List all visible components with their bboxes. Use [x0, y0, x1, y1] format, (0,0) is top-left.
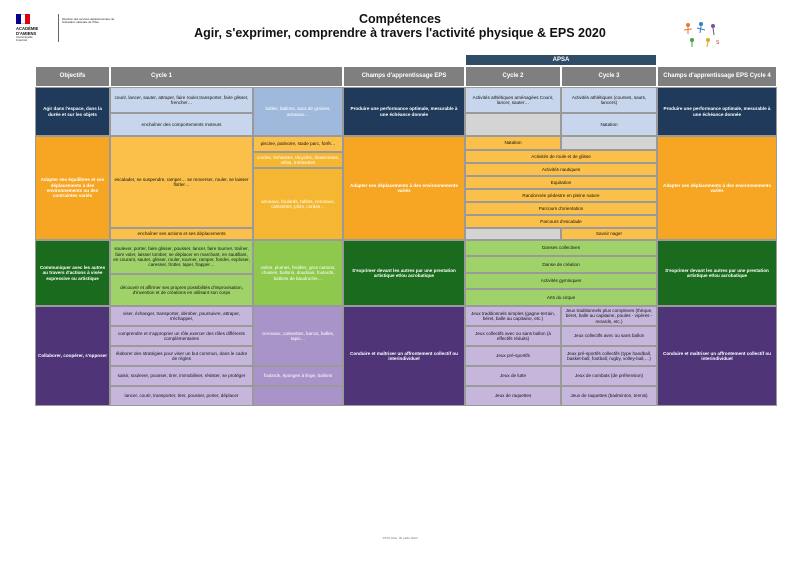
collaborer-c3-item: Jeux de combats (de préhension) [561, 366, 657, 386]
objectif-agir: Agir dans l'espace, dans la durée et sur les objets [35, 87, 110, 136]
agir-c1-actions: courir, lancer, sauter, attraper, faire rouler,transporter, faire glisser, frencher… [110, 87, 253, 113]
adapter-apsa-item: Equitation [465, 176, 657, 189]
adapter-materiel-engins: cordes, échasses, tricycles, draisiennes, vélos, trottinettes [253, 152, 343, 168]
collaborer-c2-item: Jeux pré-sportifs [465, 346, 561, 366]
adapter-apsa-item: Parcours d'orientation [465, 202, 657, 215]
objectif-adapter: Adapter ses équilibres et ses déplacements à des environnements ou des contraintes variés [35, 136, 110, 240]
adapter-c1-actions: escalader, se suspendre, ramper… se renverser, rouler, se laisser flotter… [110, 136, 253, 228]
communiquer-c1-decouvrir: découvrir et affirmer ses propres possibilités d'improvisation, d'invention et de créations en utilisant son corps [110, 274, 253, 306]
objectif-collaborer: Collaborer, coopérer, s'opposer [35, 306, 110, 406]
collaborer-c3-item: Jeux collectifs avec ou sans ballon [561, 326, 657, 346]
collaborer-materiel-lutte: foulards, éponges à linge, ballons [253, 366, 343, 386]
collaborer-c3-item: Jeux traditionnels plus complexes (thèque, béret, balle au capitaine, poules - vipères - renards, etc.) [561, 306, 657, 326]
collaborer-c1-item: élaborer des stratégies pour viser un but commun, dans le cadre de règles [110, 346, 253, 366]
champs-c4-header: Champs d'apprentissage EPS Cycle 4 [657, 66, 777, 87]
adapter-c3-empty [561, 136, 657, 150]
agir-champ-c4: Produire une performance optimale, mesurable à une échéance donnée [657, 87, 777, 136]
adapter-materiel-lieux: piscine, patinoire, stade parc, forêt… [253, 136, 343, 152]
communiquer-apsa-item: Danse de création [465, 256, 657, 273]
objectif-communiquer: Communiquer avec les autres au travers d'actions à visée expressive ou artistique [35, 240, 110, 306]
collaborer-c1-item: lancer, courir, transporter, tirer, pousser, porter, déplacer [110, 386, 253, 406]
agir-c2-empty [465, 113, 561, 136]
agir-materiel: balles, ballons, sacs de graines, anneaux… [253, 87, 343, 136]
adapter-apsa-item: Randonnée pédestre en pleine nature [465, 189, 657, 202]
objectifs-header: Objectifs [35, 66, 110, 87]
agir-c2: Activités athlétiques aménagées Courir, lancer, sauter… [465, 87, 561, 113]
agir-c3: Activités athlétiques (courses, sauts, lancers) [561, 87, 657, 113]
communiquer-apsa-item: Activités gymniques [465, 273, 657, 289]
direction-text: Direction des services départementaux de l'éducation nationale de l'Oise [62, 17, 115, 25]
adapter-natation: Natation [465, 136, 561, 150]
collaborer-c3-item: Jeux de raquettes (badminton, tennis) [561, 386, 657, 406]
agir-champ: Produire une performance optimale, mesurable à une échéance donnée [343, 87, 465, 136]
academy-name: ACADÉMIE D'AMIENS [16, 26, 39, 36]
communiquer-c1-actions: soulever, porter, faire glisser, pousser, lancer, faire tourner, traîner, faire voler, laisser tomber, se déplacer en marchant, en sautillant, en courant, sauter, glisser, rouler, tourner, ramper, fondre, exploser, caresser, frotter, taper, frapper… [110, 240, 253, 274]
collaborer-champ: Conduire et maîtriser un affrontement collectif ou interindividuel [343, 306, 465, 406]
communiquer-apsa-item: Arts du cirque [465, 289, 657, 306]
collaborer-materiel-jeux: cerceaux, caissettes, bancs, balles, tapis… [253, 306, 343, 366]
agir-c1-enchainer: enchaîner des comportements moteurs [110, 113, 253, 136]
footer-note: DTPA Oise, 30 juillet 2020 [382, 536, 418, 540]
cycle1-header: Cycle 1 [110, 66, 343, 87]
cycle2-header: Cycle 2 [465, 66, 561, 87]
collaborer-champ-c4: Conduire et maîtriser un affrontement collectif ou interindividuel [657, 306, 777, 406]
collaborer-c3-item: Jeux pré-sportifs collectifs (type handball, basket-ball, football, rugby, volley-ball,…) [561, 346, 657, 366]
communiquer-apsa-item: Danses collectives [465, 240, 657, 256]
agir-natation: Natation [561, 113, 657, 136]
collaborer-c2-item: Jeux de raquettes [465, 386, 561, 406]
page-subtitle: Agir, s'exprimer, comprendre à travers l'activité physique & EPS 2020 [194, 26, 606, 40]
page-title: Compétences [359, 12, 441, 26]
adapter-apsa-item: Activités de roule et de glisse [465, 150, 657, 163]
cycle3-header: Cycle 3 [561, 66, 657, 87]
collaborer-c2-item: Jeux de lutte [465, 366, 561, 386]
adapter-materiel-objets: anneaux, foulards, tables, cerceaux, caissettes, plots, cordes… [253, 168, 343, 240]
adapter-apsa-item: Parcours d'escalade [465, 215, 657, 228]
sport-figures-icon [682, 20, 722, 48]
adapter-savoir-nager: Savoir nager [561, 228, 657, 240]
champs-header: Champs d'apprentissage EPS [343, 66, 465, 87]
republic-motto: Liberté Égalité Fraternité [16, 36, 33, 42]
communiquer-champ-c4: S'exprimer devant les autres par une prestation artistique et/ou acrobatique [657, 240, 777, 306]
svg-text:S: S [716, 40, 720, 46]
collaborer-c1-item: viser, échanger, transporter, dérober, poursuivre, attraper, s'échapper, [110, 306, 253, 326]
adapter-champ-c4: Adapter ses déplacements à des environnements variés [657, 136, 777, 240]
communiquer-materiel: voiles, plumes, feuilles, gros cartons, chaises, ballons, doudous, foulards, ballons de baudruche… [253, 240, 343, 306]
collaborer-c2-item: Jeux collectifs avec ou sans ballon (à effectifs réduits) [465, 326, 561, 346]
collaborer-c1-item: saisir, soulever, pousser, tirer, immobiliser, résister, se protéger [110, 366, 253, 386]
collaborer-c2-item: Jeux traditionnels simples (gagne-terrain, béret, balle au capitaine, etc.) [465, 306, 561, 326]
apsa-header: APSA [465, 54, 657, 66]
adapter-apsa-item: Activités nautiques [465, 163, 657, 176]
adapter-champ: Adapter ses déplacements à des environnements variés [343, 136, 465, 240]
adapter-c2-empty [465, 228, 561, 240]
collaborer-c1-item: comprendre et s'approprier un rôle,exercer des rôles différents complémentaires [110, 326, 253, 346]
communiquer-champ: S'exprimer devant les autres par une prestation artistique et/ou acrobatique [343, 240, 465, 306]
adapter-c1-enchainer: enchaîner ses actions et ses déplacements [110, 228, 253, 240]
collaborer-materiel-empty [253, 386, 343, 406]
